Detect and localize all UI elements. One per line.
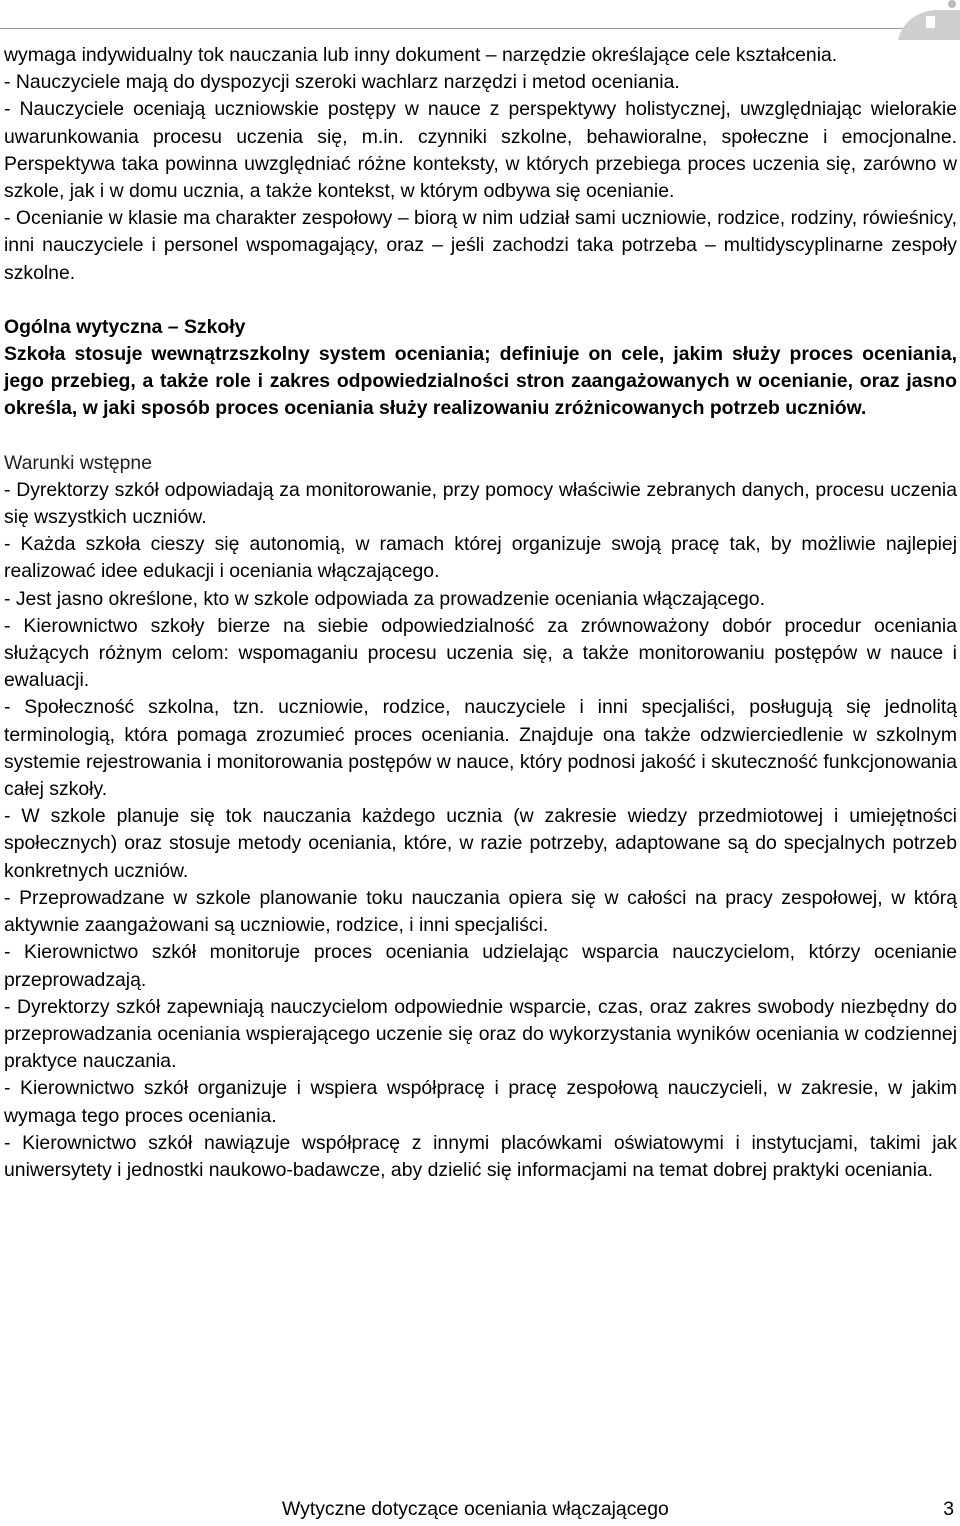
precondition-item: - Dyrektorzy szkół odpowiadają za monitorowanie, przy pomocy właściwie zebranych danych, procesu uczenia się wszystkich uczniów. xyxy=(4,478,957,529)
precondition-item: - Kierownictwo szkół nawiązuje współpracę z innymi placówkami oświatowymi i instytucjami, takimi jak uniwersytety i jednostki naukowo-badawcze, aby dzielić się informacjami na temat dobrej praktyki oceniania. xyxy=(4,1131,957,1181)
precondition-item: - Kierownictwo szkoły bierze na siebie odpowiedzialność za zrównoważony dobór procedur oceniania służących różnym celom: wspomaganiu procesu uczenia się, a także monitorowaniu postępów w nauce i ewaluacji. xyxy=(4,614,957,692)
intro-paragraph: - Ocenianie w klasie ma charakter zespołowy – biorą w nim udział sami uczniowie, rodzice, rodziny, rówieśnicy, inni nauczyciele i personel wspomagający, oraz – jeśli zachodzi taka potrzeba – multidyscyplinarne zespoły szkolne. xyxy=(4,207,957,284)
corner-logo-mark xyxy=(888,0,960,40)
section-gap xyxy=(4,423,957,450)
section-gap xyxy=(4,287,957,314)
precondition-item: - Jest jasno określone, kto w szkole odpowiada za prowadzenie oceniania włączającego. xyxy=(4,587,765,610)
preconditions-heading: Warunki wstępne xyxy=(4,451,153,474)
intro-paragraph: - Nauczyciele mają do dyspozycji szeroki wachlarz narzędzi i metod oceniania. xyxy=(4,71,680,94)
footer-title: Wytyczne dotyczące oceniania włączającego xyxy=(282,1498,669,1520)
guideline-heading: Ogólna wytyczna – Szkoły xyxy=(4,315,246,338)
precondition-item: - Kierownictwo szkół organizuje i wspiera współpracę i pracę zespołową nauczycieli, w zakresie, w jakim wymaga tego proces oceniania. xyxy=(4,1077,957,1127)
precondition-item: - Kierownictwo szkół monitoruje proces oceniania udzielając wsparcia nauczycielom, którzy ocenianie przeprowadzają. xyxy=(4,941,957,991)
intro-paragraph: - Nauczyciele oceniają uczniowskie postępy w nauce z perspektywy holistycznej, uwzględniając wielorakie uwarunkowania procesu uczenia się, m.in. czynniki szkolne, behawioralne, społeczne i emocjonalne. Perspektywa taka powinna uwzględniać różne konteksty, w których przebiega proces uczenia się, zarówno w szkole, jak i w domu ucznia, a także kontekst, w którym odbywa się ocenianie. xyxy=(4,98,957,203)
precondition-item: - Przeprowadzane w szkole planowanie toku nauczania opiera się w całości na pracy zespołowej, w którą aktywnie zaangażowani są uczniowie, rodzice, i inni specjaliści. xyxy=(4,886,957,937)
precondition-item: - Każda szkoła cieszy się autonomią, w ramach której organizuje swoją pracę tak, by możliwie najlepiej realizować idee edukacji i oceniania włączającego. xyxy=(4,533,957,583)
precondition-item: - W szkole planuje się tok nauczania każdego ucznia (w zakresie wiedzy przedmiotowej i umiejętności społecznych) oraz stosuje metody oceniania, które, w razie potrzeby, adaptowane są do specjalnych potrzeb konkretnych uczniów. xyxy=(4,805,957,882)
document-body xyxy=(4,42,957,1184)
page-number: 3 xyxy=(943,1498,954,1520)
precondition-item: - Społeczność szkolna, tzn. uczniowie, rodzice, nauczyciele i inni specjaliści, posługują się jednolitą terminologią, która pomaga zrozumieć proces oceniania. Znajduje ona także odzwierciedlenie w szkolnym systemie rejestrowania i monitorowania postępów w nauce, który podnosi jakość i skuteczność funkcjonowania całej szkoły. xyxy=(4,696,957,801)
intro-paragraph: wymaga indywidualny tok nauczania lub inny dokument – narzędzie określające cele kształcenia. xyxy=(4,44,838,66)
guideline-text: Szkoła stosuje wewnątrzszkolny system oceniania; definiuje on cele, jakim służy proces oceniania, jego przebieg, a także role i zakres odpowiedzialności stron zaangażowanych w ocenianie, oraz jasno określa, w jaki sposób proces oceniania służy realizowaniu zróżnicowanych potrzeb uczniów. xyxy=(4,343,957,420)
header-rule xyxy=(0,28,925,29)
page-footer xyxy=(0,1496,960,1526)
precondition-item: - Dyrektorzy szkół zapewniają nauczycielom odpowiednie wsparcie, czas, oraz zakres swobody niezbędny do przeprowadzania oceniania wspierającego uczenie się oraz do wykorzystania wyników oceniania w codziennej praktyce nauczania. xyxy=(4,995,957,1073)
